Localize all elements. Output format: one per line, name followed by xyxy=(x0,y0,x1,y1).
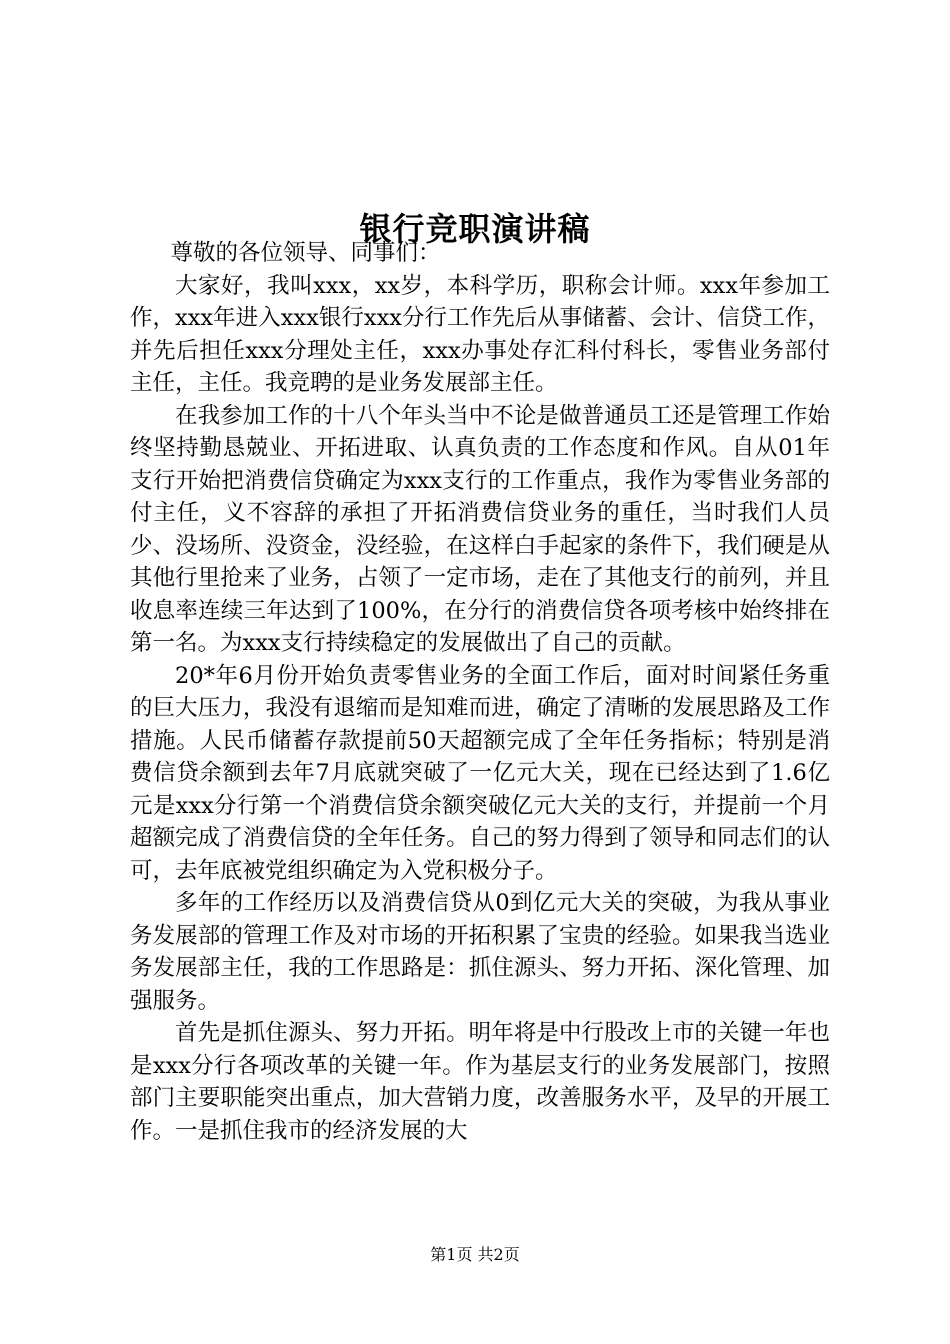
paragraph-first-measure: 首先是抓住源头、努力开拓。明年将是中行股改上市的关键一年也是xxx分行各项改革的关键一年。作为基层支行的业务发展部门，按照部门主要职能突出重点，加大营销力度，改善服务水平，及早的开展工作。一是抓住我市的经济发展的大 xyxy=(130,1020,830,1144)
paragraph-achievements: 20*年6月份开始负责零售业务的全面工作后，面对时间紧任务重的巨大压力，我没有退缩而是知难而进，确定了清晰的发展思路及工作措施。人民币储蓄存款提前50天超额完成了全年任务指标；特别是消费信贷余额到去年7月底就突破了一亿元大关，现在已经达到了1.6亿元是xxx分行第一个消费信贷余额突破亿元大关的支行，并提前一个月超额完成了消费信贷的全年任务。自己的努力得到了领导和同志们的认可，去年底被党组织确定为入党积极分子。 xyxy=(130,662,830,884)
paragraph-work-plan: 多年的工作经历以及消费信贷从0到亿元大关的突破，为我从事业务发展部的管理工作及对市场的开拓积累了宝贵的经验。如果我当选业务发展部主任，我的工作思路是：抓住源头、努力开拓、深化管理、加强服务。 xyxy=(130,890,830,1014)
page-number-footer: 第1页 共2页 xyxy=(430,1245,520,1264)
salutation: 尊敬的各位领导、同事们： xyxy=(170,240,441,266)
paragraph-experience: 在我参加工作的十八个年头当中不论是做普通员工还是管理工作始终坚持勤恳兢业、开拓进取、认真负责的工作态度和作风。自从01年支行开始把消费信贷确定为xxx支行的工作重点，我作为零售业务部的付主任，义不容辞的承担了开拓消费信贷业务的重任，当时我们人员少、没场所、没资金，没经验，在这样白手起家的条件下，我们硬是从其他行里抢来了业务，占领了一定市场，走在了其他支行的前列，并且收息率连续三年达到了100%，在分行的消费信贷各项考核中始终排在第一名。为xxx支行持续稳定的发展做出了自己的贡献。 xyxy=(130,402,830,656)
document-title: 银行竞职演讲稿 xyxy=(359,210,591,249)
paragraph-introduction: 大家好，我叫xxx，xx岁，本科学历，职称会计师。xxx年参加工作，xxx年进入xxx银行xxx分行工作先后从事储蓄、会计、信贷工作，并先后担任xxx分理处主任，xxx办事处存汇科付科长，零售业务部付主任，主任。我竞聘的是业务发展部主任。 xyxy=(130,272,830,396)
document-body xyxy=(130,237,830,1147)
